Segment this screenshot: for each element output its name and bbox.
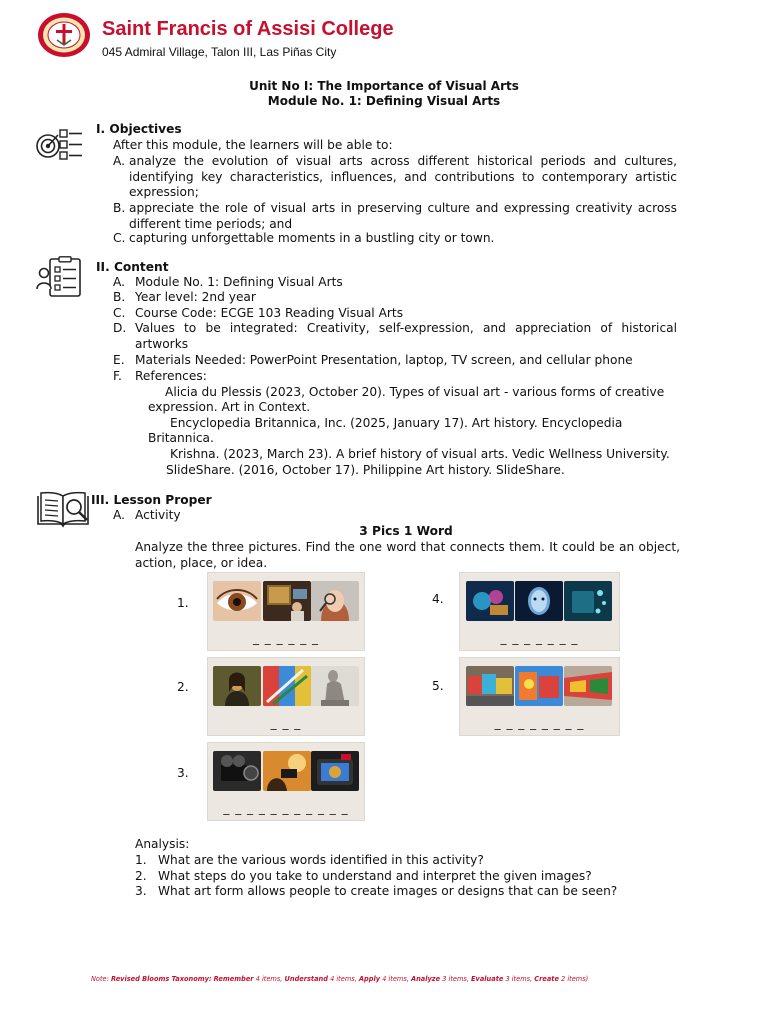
activity-item: [113, 508, 313, 524]
puzzle-answer-blanks: _ _ _ _ _ _ _ _: [494, 716, 585, 730]
mona-lisa-image: [213, 666, 261, 706]
analysis-question-3: [135, 884, 695, 900]
content-marker: E.: [113, 353, 125, 367]
content-text: Module No. 1: Defining Visual Arts: [135, 275, 343, 289]
taxonomy-note: [91, 975, 588, 983]
puzzle-answer-blanks: _ _ _ _ _ _ _ _ _ _ _: [223, 801, 349, 815]
note-understand-count: 4 items,: [330, 975, 357, 983]
note-create-count: 2 items): [561, 975, 589, 983]
digital-tablet-image: [564, 581, 612, 621]
puzzle-number: 3.: [177, 766, 189, 780]
note-create: Create: [534, 975, 559, 983]
activity-marker: A.: [113, 508, 125, 522]
note-evaluate-count: 3 items,: [505, 975, 533, 983]
reference-entry: Encyclopedia Britannica, Inc. (2025, January 17). Art history. Encyclopedia: [170, 416, 623, 430]
puzzle-number: 4.: [432, 592, 444, 606]
note-analyze: Analyze: [410, 975, 441, 983]
objective-text: analyze the evolution of visual arts across different historical periods and cultures, identifying key characteristics, influences, and contributions to contemporary artistic expression;: [129, 154, 677, 199]
paint-brushes-image: [263, 666, 311, 706]
content-item-d: [113, 321, 677, 352]
eye-image: [213, 581, 261, 621]
reference-entry: SlideShare. (2016, October 17). Philippine Art history. SlideShare.: [166, 463, 565, 477]
question-marker: 1.: [135, 853, 147, 867]
objectives-heading: I. Objectives: [96, 122, 182, 136]
school-address: 045 Admiral Village, Talon III, Las Piñas City: [102, 45, 337, 59]
objective-item-b: [113, 201, 677, 232]
reference-entry: Alicia du Plessis (2023, October 20). Types of visual art - various forms of creative: [165, 385, 665, 399]
checklist-content-icon: [36, 256, 84, 298]
content-item-e: [113, 353, 677, 369]
question-marker: 3.: [135, 884, 147, 898]
sculpture-image: [311, 666, 359, 706]
puzzle-card-3: [207, 742, 365, 821]
content-marker: D.: [113, 321, 127, 335]
college-seal-logo: [37, 12, 91, 58]
content-item-f: [113, 369, 677, 385]
ai-face-image: [515, 581, 563, 621]
document-title: [0, 79, 768, 108]
puzzle-card-1: [207, 572, 365, 651]
note-apply: Apply: [358, 975, 381, 983]
reference-entry: expression. Art in Context.: [148, 400, 311, 414]
content-text: Materials Needed: PowerPoint Presentation, laptop, TV screen, and cellular phone: [135, 353, 633, 367]
question-text: What art form allows people to create images or designs that can be seen?: [158, 884, 618, 898]
content-marker: F.: [113, 369, 122, 383]
question-marker: 2.: [135, 869, 147, 883]
analysis-question-1: [135, 853, 695, 869]
camera-screen-image: [311, 751, 359, 791]
note-remember: Remember: [213, 975, 254, 983]
target-objectives-icon: [36, 126, 84, 162]
objective-item-c: [113, 231, 677, 247]
lesson-heading: III. Lesson Proper: [91, 493, 212, 507]
letterhead: [37, 12, 737, 60]
note-analyze-count: 3 items,: [442, 975, 469, 983]
content-marker: A.: [113, 275, 125, 289]
module-title: Module No. 1: Defining Visual Arts: [267, 93, 501, 108]
puzzle-number: 2.: [177, 680, 189, 694]
objective-marker: C.: [113, 231, 126, 245]
content-marker: C.: [113, 306, 126, 320]
woman-magnifier-image: [311, 581, 359, 621]
note-prefix: Note:: [91, 975, 109, 983]
content-marker: B.: [113, 290, 126, 304]
analysis-question-2: [135, 869, 695, 885]
graffiti-wall-image: [466, 666, 514, 706]
unit-title: Unit No I: The Importance of Visual Arts: [249, 79, 519, 93]
school-name: Saint Francis of Assisi College: [102, 18, 394, 40]
objective-text: capturing unforgettable moments in a bustling city or town.: [129, 231, 495, 245]
puzzle-card-5: [459, 657, 620, 736]
note-apply-count: 4 items,: [382, 975, 409, 983]
objective-item-a: [113, 154, 677, 201]
note-understand: Understand: [284, 975, 328, 983]
puzzle-card-4: [459, 572, 620, 651]
graffiti-street-image: [564, 666, 612, 706]
digital-art-image: [466, 581, 514, 621]
content-item-c: [113, 306, 677, 322]
film-camera-image: [213, 751, 261, 791]
objective-text: appreciate the role of visual arts in preserving culture and expressing creativity across different time periods; and: [129, 201, 677, 231]
objectives-intro: After this module, the learners will be able to:: [113, 138, 393, 152]
reference-entry: Krishna. (2023, March 23). A brief history of visual arts. Vedic Wellness University.: [170, 447, 670, 461]
note-evaluate: Evaluate: [471, 975, 504, 983]
content-item-b: [113, 290, 677, 306]
objective-marker: A.: [113, 154, 125, 168]
puzzle-answer-blanks: _ _ _: [270, 716, 302, 730]
graffiti-mural-image: [515, 666, 563, 706]
note-remember-count: 4 items,: [255, 975, 283, 983]
content-text: Course Code: ECGE 103 Reading Visual Arts: [135, 306, 404, 320]
puzzle-answer-blanks: _ _ _ _ _ _ _: [500, 631, 579, 645]
reference-entry: Britannica.: [148, 431, 214, 445]
puzzle-card-2: [207, 657, 365, 736]
analysis-label: Analysis:: [135, 837, 190, 851]
puzzle-number: 1.: [177, 596, 189, 610]
activity-text: Activity: [135, 508, 181, 522]
objective-marker: B.: [113, 201, 126, 215]
content-text: References:: [135, 369, 207, 383]
content-text: Values to be integrated: Creativity, self-expression, and appreciation of historical artworks: [135, 321, 677, 351]
question-text: What steps do you take to understand and interpret the given images?: [158, 869, 592, 883]
puzzle-number: 5.: [432, 679, 444, 693]
content-text: Year level: 2nd year: [135, 290, 256, 304]
videographer-image: [263, 751, 311, 791]
content-heading: II. Content: [96, 260, 169, 274]
game-title: 3 Pics 1 Word: [359, 524, 453, 538]
gallery-viewer-image: [263, 581, 311, 621]
question-text: What are the various words identified in this activity?: [158, 853, 484, 867]
game-instructions: Analyze the three pictures. Find the one word that connects them. It could be an object, action, place, or idea.: [135, 540, 680, 570]
puzzle-answer-blanks: _ _ _ _ _ _: [252, 631, 320, 645]
content-item-a: [113, 275, 677, 291]
note-label: Revised Blooms Taxonomy:: [110, 975, 212, 983]
